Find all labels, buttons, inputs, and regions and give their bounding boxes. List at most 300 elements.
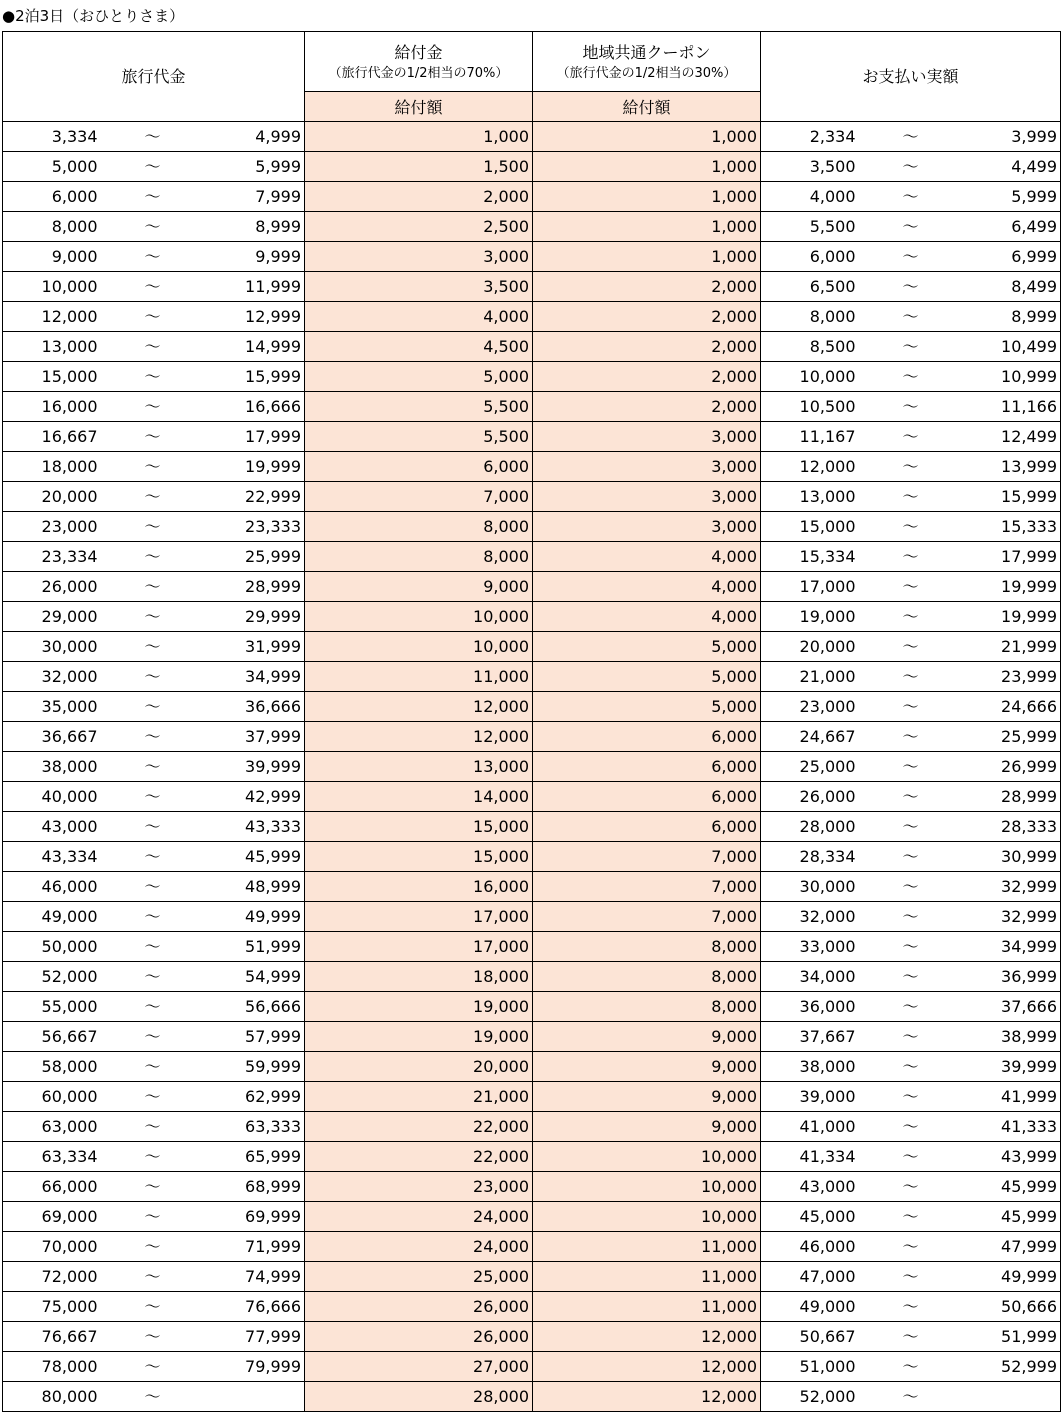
header-coupon-note: （旅行代金の1/2相当の30%） xyxy=(556,65,737,81)
cost-to-cell: 34,999 xyxy=(205,662,305,692)
cost-from-cell: 23,334 xyxy=(3,542,101,572)
pay-tilde: 〜 xyxy=(859,842,963,872)
cost-from-cell: 18,000 xyxy=(3,452,101,482)
pay-from-cell: 11,167 xyxy=(761,422,859,452)
table-row xyxy=(3,182,1061,212)
cost-tilde: 〜 xyxy=(101,932,205,962)
cost-tilde: 〜 xyxy=(101,872,205,902)
cost-to-cell: 74,999 xyxy=(205,1262,305,1292)
cost-to-cell: 65,999 xyxy=(205,1142,305,1172)
table-body xyxy=(3,32,1061,1412)
cost-to-cell: 4,999 xyxy=(205,122,305,152)
cost-from-cell: 52,000 xyxy=(3,962,101,992)
coupon-cell: 6,000 xyxy=(533,812,761,842)
cost-tilde: 〜 xyxy=(101,902,205,932)
cost-from-cell: 80,000 xyxy=(3,1382,101,1412)
cost-from-cell: 60,000 xyxy=(3,1082,101,1112)
pay-tilde: 〜 xyxy=(859,302,963,332)
table-row xyxy=(3,722,1061,752)
pay-tilde: 〜 xyxy=(859,1082,963,1112)
pay-tilde: 〜 xyxy=(859,962,963,992)
cost-tilde: 〜 xyxy=(101,272,205,302)
coupon-cell: 2,000 xyxy=(533,362,761,392)
header-benefit-amount: 給付額 xyxy=(305,92,533,122)
table-row xyxy=(3,1322,1061,1352)
cost-from-cell: 56,667 xyxy=(3,1022,101,1052)
benefit-cell: 4,000 xyxy=(305,302,533,332)
pay-tilde: 〜 xyxy=(859,512,963,542)
coupon-cell: 11,000 xyxy=(533,1292,761,1322)
pay-tilde: 〜 xyxy=(859,1112,963,1142)
table-row xyxy=(3,152,1061,182)
coupon-cell: 10,000 xyxy=(533,1172,761,1202)
pay-to-cell: 10,999 xyxy=(963,362,1061,392)
cost-from-cell: 13,000 xyxy=(3,332,101,362)
pay-to-cell: 45,999 xyxy=(963,1172,1061,1202)
benefit-cell: 13,000 xyxy=(305,752,533,782)
pay-from-cell: 19,000 xyxy=(761,602,859,632)
coupon-cell: 7,000 xyxy=(533,842,761,872)
cost-to-cell: 25,999 xyxy=(205,542,305,572)
cost-from-cell: 50,000 xyxy=(3,932,101,962)
benefit-cell: 24,000 xyxy=(305,1202,533,1232)
coupon-cell: 2,000 xyxy=(533,392,761,422)
pay-from-cell: 38,000 xyxy=(761,1052,859,1082)
pay-to-cell: 52,999 xyxy=(963,1352,1061,1382)
pay-to-cell: 6,999 xyxy=(963,242,1061,272)
benefit-cell: 16,000 xyxy=(305,872,533,902)
cost-from-cell: 40,000 xyxy=(3,782,101,812)
pay-to-cell: 32,999 xyxy=(963,902,1061,932)
cost-to-cell: 43,333 xyxy=(205,812,305,842)
table-row xyxy=(3,842,1061,872)
pay-from-cell: 32,000 xyxy=(761,902,859,932)
cost-from-cell: 32,000 xyxy=(3,662,101,692)
cost-to-cell: 9,999 xyxy=(205,242,305,272)
cost-tilde: 〜 xyxy=(101,1382,205,1412)
pay-from-cell: 30,000 xyxy=(761,872,859,902)
benefit-cell: 15,000 xyxy=(305,842,533,872)
pay-to-cell: 45,999 xyxy=(963,1202,1061,1232)
pay-tilde: 〜 xyxy=(859,722,963,752)
benefit-cell: 24,000 xyxy=(305,1232,533,1262)
table-row xyxy=(3,602,1061,632)
cost-to-cell: 17,999 xyxy=(205,422,305,452)
cost-from-cell: 10,000 xyxy=(3,272,101,302)
pay-from-cell: 41,000 xyxy=(761,1112,859,1142)
cost-to-cell: 63,333 xyxy=(205,1112,305,1142)
cost-tilde: 〜 xyxy=(101,722,205,752)
cost-from-cell: 72,000 xyxy=(3,1262,101,1292)
table-row xyxy=(3,992,1061,1022)
cost-tilde: 〜 xyxy=(101,422,205,452)
cost-tilde: 〜 xyxy=(101,482,205,512)
coupon-cell: 5,000 xyxy=(533,662,761,692)
cost-from-cell: 69,000 xyxy=(3,1202,101,1232)
pay-to-cell: 47,999 xyxy=(963,1232,1061,1262)
pay-to-cell: 6,499 xyxy=(963,212,1061,242)
benefit-cell: 3,500 xyxy=(305,272,533,302)
cost-tilde: 〜 xyxy=(101,182,205,212)
coupon-cell: 9,000 xyxy=(533,1022,761,1052)
benefit-cell: 17,000 xyxy=(305,932,533,962)
cost-from-cell: 58,000 xyxy=(3,1052,101,1082)
cost-to-cell: 51,999 xyxy=(205,932,305,962)
coupon-cell: 9,000 xyxy=(533,1082,761,1112)
coupon-cell: 12,000 xyxy=(533,1382,761,1412)
benefit-cell: 26,000 xyxy=(305,1292,533,1322)
table-row xyxy=(3,662,1061,692)
pay-from-cell: 6,500 xyxy=(761,272,859,302)
cost-from-cell: 43,000 xyxy=(3,812,101,842)
benefit-cell: 25,000 xyxy=(305,1262,533,1292)
table-row xyxy=(3,452,1061,482)
cost-to-cell xyxy=(205,1382,305,1412)
benefit-cell: 27,000 xyxy=(305,1352,533,1382)
table-row xyxy=(3,632,1061,662)
table-row xyxy=(3,392,1061,422)
coupon-cell: 12,000 xyxy=(533,1352,761,1382)
table-row xyxy=(3,1292,1061,1322)
cost-to-cell: 36,666 xyxy=(205,692,305,722)
cost-from-cell: 3,334 xyxy=(3,122,101,152)
cost-to-cell: 14,999 xyxy=(205,332,305,362)
cost-to-cell: 77,999 xyxy=(205,1322,305,1352)
coupon-cell: 7,000 xyxy=(533,872,761,902)
cost-from-cell: 29,000 xyxy=(3,602,101,632)
coupon-cell: 5,000 xyxy=(533,632,761,662)
benefit-cell: 9,000 xyxy=(305,572,533,602)
pay-from-cell: 20,000 xyxy=(761,632,859,662)
cost-to-cell: 5,999 xyxy=(205,152,305,182)
pay-to-cell: 37,666 xyxy=(963,992,1061,1022)
pay-from-cell: 33,000 xyxy=(761,932,859,962)
table-row xyxy=(3,572,1061,602)
pay-from-cell: 2,334 xyxy=(761,122,859,152)
cost-to-cell: 49,999 xyxy=(205,902,305,932)
pay-from-cell: 41,334 xyxy=(761,1142,859,1172)
coupon-cell: 1,000 xyxy=(533,242,761,272)
pay-from-cell: 49,000 xyxy=(761,1292,859,1322)
benefit-cell: 14,000 xyxy=(305,782,533,812)
table-row xyxy=(3,1352,1061,1382)
table-row xyxy=(3,302,1061,332)
header-benefit-label: 給付金 xyxy=(394,42,443,62)
coupon-cell: 9,000 xyxy=(533,1112,761,1142)
pay-from-cell: 51,000 xyxy=(761,1352,859,1382)
pay-to-cell: 24,666 xyxy=(963,692,1061,722)
cost-tilde: 〜 xyxy=(101,452,205,482)
pay-to-cell: 25,999 xyxy=(963,722,1061,752)
header-coupon xyxy=(533,32,761,92)
benefit-cell: 18,000 xyxy=(305,962,533,992)
table-row xyxy=(3,1142,1061,1172)
benefit-cell: 5,500 xyxy=(305,422,533,452)
pay-to-cell: 19,999 xyxy=(963,602,1061,632)
cost-to-cell: 23,333 xyxy=(205,512,305,542)
coupon-cell: 10,000 xyxy=(533,1142,761,1172)
benefit-cell: 5,500 xyxy=(305,392,533,422)
cost-tilde: 〜 xyxy=(101,152,205,182)
cost-tilde: 〜 xyxy=(101,1112,205,1142)
cost-from-cell: 36,667 xyxy=(3,722,101,752)
coupon-cell: 8,000 xyxy=(533,962,761,992)
benefit-cell: 8,000 xyxy=(305,542,533,572)
coupon-cell: 9,000 xyxy=(533,1052,761,1082)
benefit-cell: 26,000 xyxy=(305,1322,533,1352)
benefit-cell: 2,000 xyxy=(305,182,533,212)
cost-to-cell: 39,999 xyxy=(205,752,305,782)
pay-tilde: 〜 xyxy=(859,932,963,962)
cost-to-cell: 15,999 xyxy=(205,362,305,392)
cost-tilde: 〜 xyxy=(101,662,205,692)
pay-from-cell: 15,000 xyxy=(761,512,859,542)
pay-to-cell xyxy=(963,1382,1061,1412)
cost-tilde: 〜 xyxy=(101,1232,205,1262)
pay-to-cell: 51,999 xyxy=(963,1322,1061,1352)
cost-tilde: 〜 xyxy=(101,362,205,392)
table-row xyxy=(3,212,1061,242)
pay-to-cell: 28,999 xyxy=(963,782,1061,812)
cost-to-cell: 22,999 xyxy=(205,482,305,512)
pay-to-cell: 49,999 xyxy=(963,1262,1061,1292)
coupon-cell: 2,000 xyxy=(533,302,761,332)
fare-table xyxy=(2,31,1061,1412)
coupon-cell: 7,000 xyxy=(533,902,761,932)
cost-from-cell: 6,000 xyxy=(3,182,101,212)
pay-tilde: 〜 xyxy=(859,182,963,212)
cost-tilde: 〜 xyxy=(101,1052,205,1082)
table-row xyxy=(3,962,1061,992)
cost-tilde: 〜 xyxy=(101,1172,205,1202)
cost-from-cell: 49,000 xyxy=(3,902,101,932)
pay-tilde: 〜 xyxy=(859,122,963,152)
benefit-cell: 7,000 xyxy=(305,482,533,512)
header-travel-cost xyxy=(3,32,305,122)
cost-to-cell: 76,666 xyxy=(205,1292,305,1322)
table-row xyxy=(3,362,1061,392)
pay-to-cell: 4,499 xyxy=(963,152,1061,182)
table-row xyxy=(3,242,1061,272)
benefit-cell: 4,500 xyxy=(305,332,533,362)
pay-to-cell: 11,166 xyxy=(963,392,1061,422)
cost-to-cell: 8,999 xyxy=(205,212,305,242)
benefit-cell: 2,500 xyxy=(305,212,533,242)
pay-tilde: 〜 xyxy=(859,752,963,782)
cost-tilde: 〜 xyxy=(101,122,205,152)
pay-to-cell: 19,999 xyxy=(963,572,1061,602)
coupon-cell: 2,000 xyxy=(533,332,761,362)
pay-to-cell: 5,999 xyxy=(963,182,1061,212)
pay-from-cell: 37,667 xyxy=(761,1022,859,1052)
pay-tilde: 〜 xyxy=(859,1022,963,1052)
pay-from-cell: 47,000 xyxy=(761,1262,859,1292)
table-row xyxy=(3,422,1061,452)
pay-to-cell: 41,333 xyxy=(963,1112,1061,1142)
cost-tilde: 〜 xyxy=(101,962,205,992)
cost-from-cell: 20,000 xyxy=(3,482,101,512)
pay-tilde: 〜 xyxy=(859,212,963,242)
header-payment xyxy=(761,32,1061,122)
benefit-cell: 6,000 xyxy=(305,452,533,482)
benefit-cell: 17,000 xyxy=(305,902,533,932)
pay-from-cell: 45,000 xyxy=(761,1202,859,1232)
table-row xyxy=(3,692,1061,722)
pay-tilde: 〜 xyxy=(859,902,963,932)
cost-tilde: 〜 xyxy=(101,1292,205,1322)
table-row xyxy=(3,1022,1061,1052)
coupon-cell: 1,000 xyxy=(533,122,761,152)
pay-tilde: 〜 xyxy=(859,1202,963,1232)
cost-tilde: 〜 xyxy=(101,242,205,272)
pay-to-cell: 15,333 xyxy=(963,512,1061,542)
table-row xyxy=(3,1382,1061,1412)
pay-tilde: 〜 xyxy=(859,1052,963,1082)
pay-tilde: 〜 xyxy=(859,662,963,692)
table-row xyxy=(3,782,1061,812)
pay-tilde: 〜 xyxy=(859,452,963,482)
pay-from-cell: 15,334 xyxy=(761,542,859,572)
page-title: ●2泊3日（おひとりさま） xyxy=(2,7,185,25)
cost-tilde: 〜 xyxy=(101,992,205,1022)
coupon-cell: 11,000 xyxy=(533,1232,761,1262)
pay-tilde: 〜 xyxy=(859,1292,963,1322)
cost-tilde: 〜 xyxy=(101,632,205,662)
pay-to-cell: 41,999 xyxy=(963,1082,1061,1112)
pay-from-cell: 26,000 xyxy=(761,782,859,812)
pay-to-cell: 8,499 xyxy=(963,272,1061,302)
cost-to-cell: 62,999 xyxy=(205,1082,305,1112)
cost-to-cell: 69,999 xyxy=(205,1202,305,1232)
cost-tilde: 〜 xyxy=(101,1322,205,1352)
coupon-cell: 2,000 xyxy=(533,272,761,302)
cost-from-cell: 16,667 xyxy=(3,422,101,452)
coupon-cell: 3,000 xyxy=(533,482,761,512)
pay-to-cell: 8,999 xyxy=(963,302,1061,332)
coupon-cell: 4,000 xyxy=(533,572,761,602)
cost-tilde: 〜 xyxy=(101,392,205,422)
pay-to-cell: 50,666 xyxy=(963,1292,1061,1322)
header-coupon-amount: 給付額 xyxy=(533,92,761,122)
coupon-cell: 8,000 xyxy=(533,932,761,962)
pay-to-cell: 15,999 xyxy=(963,482,1061,512)
pay-from-cell: 5,500 xyxy=(761,212,859,242)
cost-from-cell: 46,000 xyxy=(3,872,101,902)
cost-tilde: 〜 xyxy=(101,302,205,332)
pay-to-cell: 3,999 xyxy=(963,122,1061,152)
pay-to-cell: 26,999 xyxy=(963,752,1061,782)
coupon-cell: 12,000 xyxy=(533,1322,761,1352)
cost-from-cell: 43,334 xyxy=(3,842,101,872)
table-row xyxy=(3,482,1061,512)
pay-tilde: 〜 xyxy=(859,572,963,602)
pay-tilde: 〜 xyxy=(859,1352,963,1382)
cost-tilde: 〜 xyxy=(101,1082,205,1112)
pay-from-cell: 46,000 xyxy=(761,1232,859,1262)
cost-tilde: 〜 xyxy=(101,782,205,812)
cost-to-cell: 79,999 xyxy=(205,1352,305,1382)
cost-from-cell: 30,000 xyxy=(3,632,101,662)
cost-from-cell: 5,000 xyxy=(3,152,101,182)
pay-from-cell: 8,500 xyxy=(761,332,859,362)
cost-from-cell: 38,000 xyxy=(3,752,101,782)
cost-tilde: 〜 xyxy=(101,332,205,362)
cost-from-cell: 15,000 xyxy=(3,362,101,392)
coupon-cell: 1,000 xyxy=(533,152,761,182)
cost-from-cell: 63,000 xyxy=(3,1112,101,1142)
header-benefit xyxy=(305,32,533,92)
benefit-cell: 23,000 xyxy=(305,1172,533,1202)
pay-from-cell: 4,000 xyxy=(761,182,859,212)
coupon-cell: 5,000 xyxy=(533,692,761,722)
benefit-cell: 19,000 xyxy=(305,992,533,1022)
benefit-cell: 10,000 xyxy=(305,632,533,662)
pay-tilde: 〜 xyxy=(859,332,963,362)
cost-tilde: 〜 xyxy=(101,602,205,632)
benefit-cell: 15,000 xyxy=(305,812,533,842)
pay-tilde: 〜 xyxy=(859,362,963,392)
cost-from-cell: 35,000 xyxy=(3,692,101,722)
cost-to-cell: 31,999 xyxy=(205,632,305,662)
pay-tilde: 〜 xyxy=(859,782,963,812)
benefit-cell: 8,000 xyxy=(305,512,533,542)
cost-from-cell: 26,000 xyxy=(3,572,101,602)
pay-tilde: 〜 xyxy=(859,482,963,512)
benefit-cell: 3,000 xyxy=(305,242,533,272)
table-row xyxy=(3,1052,1061,1082)
table-row xyxy=(3,332,1061,362)
pay-tilde: 〜 xyxy=(859,1232,963,1262)
coupon-cell: 6,000 xyxy=(533,782,761,812)
cost-to-cell: 54,999 xyxy=(205,962,305,992)
pay-to-cell: 34,999 xyxy=(963,932,1061,962)
coupon-cell: 3,000 xyxy=(533,512,761,542)
cost-to-cell: 42,999 xyxy=(205,782,305,812)
cost-from-cell: 16,000 xyxy=(3,392,101,422)
pay-from-cell: 34,000 xyxy=(761,962,859,992)
pay-to-cell: 39,999 xyxy=(963,1052,1061,1082)
pay-to-cell: 12,499 xyxy=(963,422,1061,452)
coupon-cell: 11,000 xyxy=(533,1262,761,1292)
pay-from-cell: 8,000 xyxy=(761,302,859,332)
benefit-cell: 5,000 xyxy=(305,362,533,392)
benefit-cell: 1,000 xyxy=(305,122,533,152)
cost-tilde: 〜 xyxy=(101,1022,205,1052)
table-row xyxy=(3,512,1061,542)
table-row xyxy=(3,1202,1061,1232)
cost-from-cell: 12,000 xyxy=(3,302,101,332)
benefit-cell: 1,500 xyxy=(305,152,533,182)
cost-from-cell: 70,000 xyxy=(3,1232,101,1262)
coupon-cell: 1,000 xyxy=(533,212,761,242)
benefit-cell: 21,000 xyxy=(305,1082,533,1112)
pay-from-cell: 39,000 xyxy=(761,1082,859,1112)
table-row xyxy=(3,122,1061,152)
header-coupon-label: 地域共通クーポン xyxy=(582,42,711,62)
cost-to-cell: 68,999 xyxy=(205,1172,305,1202)
pay-from-cell: 6,000 xyxy=(761,242,859,272)
header-payment-label: お支払い実額 xyxy=(862,66,959,86)
benefit-cell: 10,000 xyxy=(305,602,533,632)
benefit-cell: 12,000 xyxy=(305,692,533,722)
table-row xyxy=(3,1232,1061,1262)
cost-to-cell: 11,999 xyxy=(205,272,305,302)
cost-to-cell: 57,999 xyxy=(205,1022,305,1052)
cost-tilde: 〜 xyxy=(101,1352,205,1382)
pay-to-cell: 13,999 xyxy=(963,452,1061,482)
table-row xyxy=(3,1082,1061,1112)
pay-tilde: 〜 xyxy=(859,392,963,422)
